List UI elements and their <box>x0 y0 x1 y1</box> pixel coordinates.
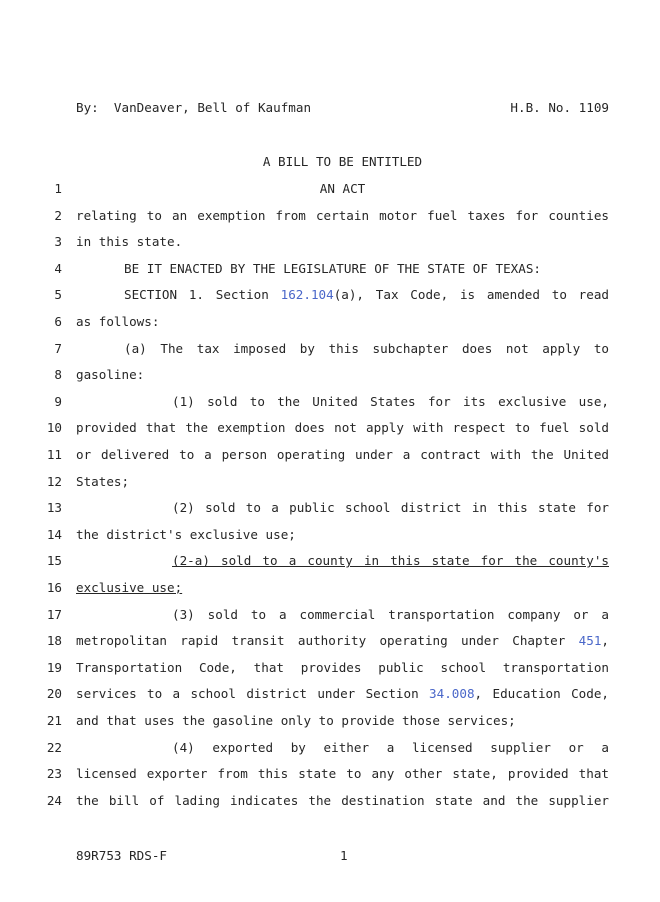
bill-line <box>0 447 660 474</box>
line-text: and that uses the gasoline only to provide those services; <box>76 713 516 728</box>
line-number: 22 <box>46 739 62 755</box>
line-number: 18 <box>46 633 62 649</box>
line-number: 2 <box>54 207 62 223</box>
line-number: 14 <box>46 526 62 542</box>
bill-line <box>0 686 660 713</box>
line-text: relating to an exemption from certain motor fuel taxes for counties <box>76 207 609 223</box>
line-text-pre: metropolitan rapid transit authority operating under Chapter <box>76 633 579 649</box>
line-text-pre: services to a school district under Section <box>76 686 430 702</box>
added-text: (2-a) sold to a county in this state for the county's <box>172 553 609 569</box>
line-text: (3) sold to a commercial transportation company or a <box>172 606 609 622</box>
line-text: the bill of lading indicates the destination state and the supplier <box>76 792 609 808</box>
line-text-post: , <box>601 633 609 649</box>
line-number: 12 <box>46 473 62 489</box>
line-text-post: , Education Code, <box>474 686 609 702</box>
line-number: 7 <box>54 340 62 356</box>
bill-caption: A BILL TO BE ENTITLED <box>262 154 423 169</box>
line-text: (4) exported by either a licensed supplier or a <box>172 739 609 755</box>
line-number: 19 <box>46 659 62 675</box>
statute-link-451[interactable]: 451 <box>578 633 602 649</box>
line-text <box>76 686 609 702</box>
line-number: 24 <box>46 792 62 808</box>
bill-number: H.B. No. 1109 <box>510 100 609 115</box>
draft-code: 89R753 RDS-F <box>76 848 167 863</box>
bill-line <box>0 341 660 368</box>
bill-line <box>0 181 660 208</box>
line-number: 23 <box>46 766 62 782</box>
bill-line <box>0 394 660 421</box>
bill-line <box>0 553 660 580</box>
line-number: 20 <box>46 686 62 702</box>
line-number: 10 <box>46 420 62 436</box>
line-number: 9 <box>54 393 62 409</box>
statute-link-34-008[interactable]: 34.008 <box>429 686 475 702</box>
line-number: 3 <box>54 234 62 250</box>
bill-line <box>0 474 660 501</box>
line-number: 16 <box>46 580 62 595</box>
bill-line <box>0 420 660 447</box>
line-text: as follows: <box>76 314 160 329</box>
bill-line <box>0 234 660 261</box>
line-number: 15 <box>46 553 62 569</box>
line-text: the district's exclusive use; <box>76 526 296 542</box>
line-text-pre: SECTION 1. Section <box>124 287 281 303</box>
line-text: provided that the exemption does not apply with respect to fuel sold <box>76 420 609 436</box>
added-text-line <box>76 553 609 569</box>
bill-line <box>0 314 660 341</box>
bill-line <box>0 766 660 793</box>
line-text: (1) sold to the United States for its exclusive use, <box>172 393 609 409</box>
bill-line <box>0 261 660 288</box>
authors: By: VanDeaver, Bell of Kaufman <box>76 100 312 115</box>
line-text: (2) sold to a public school district in this state for <box>172 500 609 516</box>
bill-line <box>0 740 660 767</box>
page-number: 1 <box>340 848 348 863</box>
bill-line <box>0 208 660 235</box>
bill-line <box>0 527 660 554</box>
bill-line <box>0 633 660 660</box>
line-text: (a) The tax imposed by this subchapter does not apply to <box>124 340 609 356</box>
line-text-post: (a), Tax Code, is amended to read <box>333 287 609 303</box>
line-text <box>76 287 609 303</box>
line-text: Transportation Code, that provides public school transportation <box>76 659 609 675</box>
line-text: gasoline: <box>76 367 145 383</box>
line-number: 8 <box>54 367 62 383</box>
bill-line <box>0 287 660 314</box>
bill-line <box>0 607 660 634</box>
line-text: in this state. <box>76 234 183 250</box>
bill-line <box>0 793 660 820</box>
line-number: 17 <box>46 606 62 622</box>
bill-line <box>0 660 660 687</box>
line-number: 1 <box>54 181 62 196</box>
line-text: or delivered to a person operating under a contract with the United <box>76 447 609 462</box>
enacting-clause: BE IT ENACTED BY THE LEGISLATURE OF THE STATE OF TEXAS: <box>124 260 542 276</box>
line-text: licensed exporter from this state to any other state, provided that <box>76 766 609 782</box>
bill-line <box>0 713 660 740</box>
line-text <box>76 633 609 649</box>
bill-line <box>0 367 660 394</box>
line-number: 6 <box>54 314 62 329</box>
line-number: 13 <box>46 500 62 516</box>
line-number: 11 <box>46 447 62 462</box>
act-heading: AN ACT <box>319 181 366 196</box>
bill-line <box>0 500 660 527</box>
line-number: 5 <box>54 287 62 303</box>
statute-link-162-104[interactable]: 162.104 <box>280 287 334 303</box>
line-text: States; <box>76 473 130 489</box>
bill-line <box>0 580 660 607</box>
line-number: 4 <box>54 260 62 276</box>
added-text: exclusive use; <box>76 580 183 595</box>
line-number: 21 <box>46 713 62 728</box>
